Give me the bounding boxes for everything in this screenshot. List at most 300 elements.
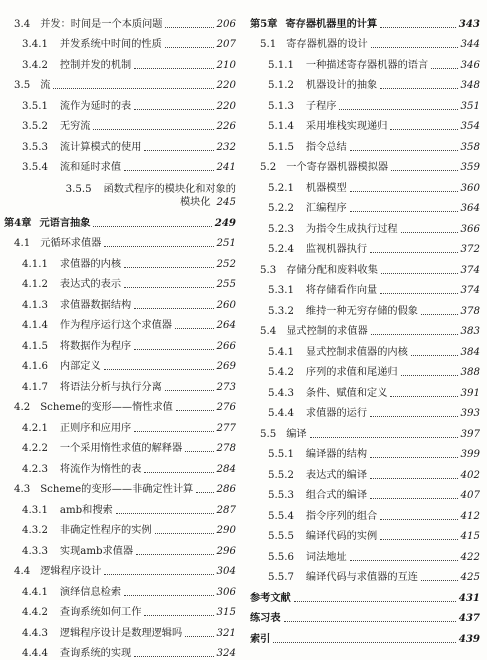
toc-entry-page: 269 xyxy=(217,360,236,373)
toc-right-column xyxy=(246,10,480,646)
toc-entry-page: 393 xyxy=(461,407,480,420)
toc-entry-title: 并发：时间是一个本质问题 xyxy=(40,18,162,31)
toc-entry[interactable] xyxy=(0,394,236,415)
toc-entry[interactable] xyxy=(246,359,480,380)
toc-entry-page: 397 xyxy=(461,428,480,441)
toc-entry[interactable] xyxy=(246,482,480,503)
toc-dot-leader xyxy=(196,491,213,493)
toc-entry[interactable] xyxy=(246,31,480,52)
toc-entry-page: 343 xyxy=(459,18,480,31)
toc-entry[interactable] xyxy=(246,605,480,626)
toc-entry-title: 流作为延时的表 xyxy=(60,100,131,113)
toc-entry[interactable] xyxy=(0,578,236,599)
toc-dot-leader xyxy=(273,641,455,643)
toc-dot-leader xyxy=(380,87,457,89)
toc-entry-title: 子程序 xyxy=(306,100,337,113)
toc-entry-title: 寄存器机器里的计算 xyxy=(285,18,377,31)
toc-dot-leader xyxy=(134,348,213,350)
toc-entry-number: 5.3.2 xyxy=(268,305,294,318)
toc-entry[interactable] xyxy=(0,558,236,579)
toc-entry-page: 304 xyxy=(217,565,236,578)
toc-dot-leader xyxy=(411,354,458,356)
toc-entry-number: 5.5.3 xyxy=(268,489,294,502)
toc-entry-title: 练习表 xyxy=(250,612,281,625)
toc-entry-number: 5.3.1 xyxy=(268,284,294,297)
toc-entry-title: 汇编程序 xyxy=(306,202,347,215)
toc-entry-number: 3.5.4 xyxy=(22,161,48,174)
toc-entry[interactable] xyxy=(0,312,236,333)
toc-entry-number: 5.1.4 xyxy=(268,120,294,133)
toc-entry-title: 并发系统中时间的性质 xyxy=(60,38,162,51)
toc-entry-number: 5.1 xyxy=(260,38,276,51)
toc-entry-title: 机器模型 xyxy=(306,182,347,195)
toc-dot-leader xyxy=(134,307,213,309)
toc-entry-page: 249 xyxy=(215,217,236,230)
toc-entry-number: 4.2.1 xyxy=(22,422,48,435)
toc-dot-leader xyxy=(176,409,214,411)
toc-left-column xyxy=(0,10,236,660)
toc-dot-leader xyxy=(165,46,214,48)
toc-dot-leader xyxy=(370,456,458,458)
toc-entry-title: 无穷流 xyxy=(60,120,91,133)
toc-entry-number: 4.2 xyxy=(14,401,30,414)
toc-dot-leader xyxy=(380,538,457,540)
toc-entry-number: 3.5 xyxy=(14,79,30,92)
toc-entry[interactable] xyxy=(0,619,236,640)
toc-entry-title: 函数式程序的模块化和对象的 xyxy=(104,183,236,196)
toc-entry-page: 378 xyxy=(461,305,480,318)
toc-dot-leader xyxy=(310,436,458,438)
toc-entry-title: 流 xyxy=(40,79,50,92)
toc-entry-page: 374 xyxy=(461,284,480,297)
toc-entry[interactable] xyxy=(0,373,236,394)
toc-entry-title: 逻辑程序设计 xyxy=(40,565,101,578)
toc-dot-leader xyxy=(350,559,458,561)
toc-entry[interactable] xyxy=(246,564,480,585)
toc-entry-title: 正则序和应用序 xyxy=(60,422,131,435)
toc-entry-page: 287 xyxy=(217,504,236,517)
toc-entry[interactable] xyxy=(0,10,236,31)
toc-entry[interactable] xyxy=(0,31,236,52)
toc-dot-leader xyxy=(134,108,213,110)
toc-entry-title: 索引 xyxy=(250,633,270,646)
toc-entry[interactable] xyxy=(246,543,480,564)
toc-dot-leader xyxy=(124,266,214,268)
toc-entry-title: 逻辑程序设计是数理逻辑吗 xyxy=(60,627,182,640)
toc-entry-page: 210 xyxy=(217,59,236,72)
toc-entry-number: 5.2 xyxy=(260,161,276,174)
toc-entry-title: 条件、赋值和定义 xyxy=(306,387,388,400)
toc-entry-number: 4.2.3 xyxy=(22,463,48,476)
toc-dot-leader xyxy=(350,149,458,151)
toc-entry[interactable] xyxy=(0,72,236,93)
toc-entry[interactable] xyxy=(0,92,236,113)
toc-entry-page: 366 xyxy=(461,223,480,236)
toc-dot-leader xyxy=(134,67,213,69)
toc-entry[interactable] xyxy=(0,476,236,497)
toc-entry-number: 3.5.3 xyxy=(22,141,48,154)
toc-entry[interactable] xyxy=(246,174,480,195)
toc-entry[interactable] xyxy=(0,51,236,72)
toc-entry[interactable] xyxy=(0,250,236,271)
toc-dot-leader xyxy=(350,210,458,212)
toc-entry-page: 422 xyxy=(461,551,480,564)
toc-dot-leader xyxy=(104,368,214,370)
toc-entry-number: 5.1.2 xyxy=(268,79,294,92)
toc-entry[interactable] xyxy=(246,584,480,605)
toc-entry-title: 一个采用惰性求值的解释器 xyxy=(60,442,182,455)
toc-entry-number: 第5章 xyxy=(250,18,277,31)
toc-entry-number: 4.1 xyxy=(14,237,30,250)
toc-dot-leader xyxy=(93,128,213,130)
toc-dot-leader xyxy=(165,26,213,28)
toc-entry-number: 4.3.1 xyxy=(22,504,48,517)
toc-dot-leader xyxy=(371,333,458,335)
toc-entry[interactable] xyxy=(0,455,236,476)
toc-entry[interactable] xyxy=(246,318,480,339)
toc-entry-title: 寄存器机器的设计 xyxy=(286,38,368,51)
toc-entry-page: 206 xyxy=(217,18,236,31)
toc-entry-number: 5.4 xyxy=(260,325,276,338)
toc-entry-title: 控制并发的机制 xyxy=(60,59,131,72)
toc-entry-number: 5.5.6 xyxy=(268,551,294,564)
toc-entry-number: 5.5.2 xyxy=(268,469,294,482)
toc-entry-number: 4.2.2 xyxy=(22,442,48,455)
toc-entry-page: 324 xyxy=(217,647,236,660)
toc-entry-number: 4.3.3 xyxy=(22,545,48,558)
toc-entry-title: Scheme的变形——非确定性计算 xyxy=(40,483,193,496)
toc-dot-leader xyxy=(136,553,213,555)
toc-entry[interactable] xyxy=(0,291,236,312)
toc-entry-title: 为指令生成执行过程 xyxy=(306,223,398,236)
toc-dot-leader xyxy=(380,518,457,520)
toc-entry-page: 383 xyxy=(461,325,480,338)
toc-entry-number: 4.1.5 xyxy=(22,340,48,353)
toc-entry-title: 求值器的运行 xyxy=(306,407,367,420)
toc-entry[interactable] xyxy=(0,154,236,175)
toc-entry-number: 4.4.4 xyxy=(22,647,48,660)
toc-entry-number: 5.1.5 xyxy=(268,141,294,154)
toc-dot-leader xyxy=(391,169,457,171)
toc-entry-number: 5.4.2 xyxy=(268,366,294,379)
toc-entry[interactable] xyxy=(246,92,480,113)
toc-entry-title: 显式控制求值器的内核 xyxy=(306,346,408,359)
toc-dot-leader xyxy=(144,149,213,151)
toc-entry-title: 将存储看作向量 xyxy=(306,284,377,297)
toc-entry-title: 流和延时求值 xyxy=(60,161,121,174)
toc-entry-page: 439 xyxy=(459,633,480,646)
toc-entry-title: 组合式的编译 xyxy=(306,489,367,502)
toc-entry-number: 5.1.3 xyxy=(268,100,294,113)
toc-entry[interactable] xyxy=(0,113,236,134)
toc-dot-leader xyxy=(104,573,213,575)
toc-entry-page: 431 xyxy=(459,592,480,605)
toc-dot-leader xyxy=(370,497,458,499)
toc-entry-page: 354 xyxy=(461,120,480,133)
toc-entry[interactable] xyxy=(0,230,236,251)
toc-entry-title: 编译代码的实例 xyxy=(306,530,377,543)
toc-entry-page: 306 xyxy=(217,586,236,599)
toc-entry-title: 元循环求值器 xyxy=(40,237,101,250)
toc-entry-title: 求值器的内核 xyxy=(60,258,121,271)
toc-entry[interactable] xyxy=(246,195,480,216)
toc-entry-number: 4.4.3 xyxy=(22,627,48,640)
toc-dot-leader xyxy=(350,190,458,192)
toc-entry-page: 358 xyxy=(461,141,480,154)
toc-entry-page: 364 xyxy=(461,202,480,215)
toc-entry[interactable] xyxy=(246,441,480,462)
toc-entry-page: 255 xyxy=(217,278,236,291)
toc-entry[interactable] xyxy=(246,236,480,257)
toc-entry[interactable] xyxy=(0,640,236,660)
toc-dot-leader xyxy=(370,415,458,417)
toc-dot-leader xyxy=(155,532,214,534)
toc-entry[interactable] xyxy=(0,496,236,517)
toc-dot-leader xyxy=(175,327,214,329)
toc-entry-page: 351 xyxy=(461,100,480,113)
toc-entry[interactable] xyxy=(246,154,480,175)
toc-entry[interactable] xyxy=(0,174,236,209)
toc-dot-leader xyxy=(124,286,214,288)
toc-entry-number: 5.2.1 xyxy=(268,182,294,195)
toc-entry[interactable] xyxy=(0,209,236,230)
toc-entry[interactable] xyxy=(246,10,480,31)
toc-entry-page: 273 xyxy=(217,381,236,394)
toc-entry-page: 315 xyxy=(217,606,236,619)
toc-entry-number: 5.5.7 xyxy=(268,571,294,584)
toc-entry-page: 412 xyxy=(461,510,480,523)
toc-entry-title: 参考文献 xyxy=(250,592,291,605)
toc-entry-number: 5.5.1 xyxy=(268,448,294,461)
toc-entry-number: 5.5.5 xyxy=(268,530,294,543)
toc-entry-page: 251 xyxy=(217,237,236,250)
toc-dot-leader xyxy=(294,600,456,602)
toc-entry[interactable] xyxy=(0,332,236,353)
toc-entry-title: 非确定性程序的实例 xyxy=(60,524,152,537)
toc-entry-page: 348 xyxy=(461,79,480,92)
toc-dot-leader xyxy=(370,477,458,479)
toc-entry-number: 4.4.2 xyxy=(22,606,48,619)
toc-entry[interactable] xyxy=(0,271,236,292)
toc-dot-leader xyxy=(401,374,458,376)
toc-entry[interactable] xyxy=(0,435,236,456)
toc-entry-page: 388 xyxy=(461,366,480,379)
toc-entry-title: 查询系统的实现 xyxy=(60,647,131,660)
toc-entry-page: 344 xyxy=(461,38,480,51)
toc-entry[interactable] xyxy=(0,537,236,558)
toc-entry-number: 4.1.4 xyxy=(22,319,48,332)
toc-entry-page: 226 xyxy=(217,120,236,133)
toc-entry-page: 399 xyxy=(461,448,480,461)
toc-entry-number: 5.1.1 xyxy=(268,59,294,72)
toc-entry[interactable] xyxy=(246,625,480,646)
toc-entry-title: Scheme的变形——惰性求值 xyxy=(40,401,173,414)
toc-entry-title: 指令总结 xyxy=(306,141,347,154)
toc-entry-title: amb和搜索 xyxy=(60,504,113,517)
toc-dot-leader xyxy=(134,430,213,432)
toc-entry-number: 3.4.2 xyxy=(22,59,48,72)
toc-entry-number: 5.4.1 xyxy=(268,346,294,359)
toc-entry-title: 查询系统如何工作 xyxy=(60,606,142,619)
toc-dot-leader xyxy=(390,128,457,130)
toc-entry-title-continued: 模块化 xyxy=(180,196,211,209)
toc-entry-number: 5.4.3 xyxy=(268,387,294,400)
toc-entry-number: 5.5.4 xyxy=(268,510,294,523)
toc-entry-page: 359 xyxy=(461,161,480,174)
toc-entry-page: 220 xyxy=(217,79,236,92)
toc-entry-page: 391 xyxy=(461,387,480,400)
toc-entry[interactable] xyxy=(246,113,480,134)
toc-entry-number: 5.4.4 xyxy=(268,407,294,420)
toc-dot-leader xyxy=(421,579,458,581)
toc-entry-number: 3.5.5 xyxy=(66,183,92,196)
toc-entry-title: 表达式的编译 xyxy=(306,469,367,482)
toc-entry[interactable] xyxy=(246,461,480,482)
toc-entry-page: 276 xyxy=(217,401,236,414)
toc-entry-page: 252 xyxy=(217,258,236,271)
toc-entry[interactable] xyxy=(246,523,480,544)
toc-entry-number: 4.1.6 xyxy=(22,360,48,373)
toc-dot-leader xyxy=(401,231,458,233)
toc-entry-page: 284 xyxy=(217,463,236,476)
toc-entry-number: 3.4 xyxy=(14,18,30,31)
toc-entry[interactable] xyxy=(246,379,480,400)
toc-entry[interactable] xyxy=(246,256,480,277)
toc-entry-title: 将语法分析与执行分离 xyxy=(60,381,162,394)
toc-entry-title: 演绎信息检索 xyxy=(60,586,121,599)
toc-entry-title: 作为程序运行这个求值器 xyxy=(60,319,172,332)
toc-entry-title: 一个寄存器机器模拟器 xyxy=(286,161,388,174)
toc-dot-leader xyxy=(370,251,458,253)
toc-entry-page: 207 xyxy=(217,38,236,51)
toc-entry-title: 维持一种无穷存储的假象 xyxy=(306,305,418,318)
toc-entry-number: 5.2.4 xyxy=(268,243,294,256)
toc-entry-page: 346 xyxy=(461,59,480,72)
toc-entry[interactable] xyxy=(246,297,480,318)
toc-entry[interactable] xyxy=(0,133,236,154)
toc-entry-page: 220 xyxy=(217,100,236,113)
toc-dot-leader xyxy=(134,655,213,657)
toc-entry[interactable] xyxy=(0,414,236,435)
toc-entry-page: 360 xyxy=(461,182,480,195)
toc-dot-leader xyxy=(380,26,456,28)
toc-entry-page: 384 xyxy=(461,346,480,359)
toc-entry[interactable] xyxy=(246,338,480,359)
toc-entry-title: 监视机器执行 xyxy=(306,243,367,256)
toc-dot-leader xyxy=(185,635,213,637)
toc-entry-number: 4.3.2 xyxy=(22,524,48,537)
toc-entry-title: 编译代码与求值器的互连 xyxy=(306,571,418,584)
toc-entry-title: 机器设计的抽象 xyxy=(306,79,377,92)
toc-entry-page: 245 xyxy=(217,196,236,209)
toc-dot-leader xyxy=(421,313,458,315)
toc-entry-page: 260 xyxy=(217,299,236,312)
toc-dot-leader xyxy=(116,512,214,514)
toc-entry-title: 流计算模式的使用 xyxy=(60,141,142,154)
toc-entry-title: 显式控制的求值器 xyxy=(286,325,368,338)
toc-entry-page: 278 xyxy=(217,442,236,455)
toc-entry-page: 241 xyxy=(217,161,236,174)
toc-entry-title: 求值器数据结构 xyxy=(60,299,131,312)
toc-dot-leader xyxy=(165,389,214,391)
toc-entry-page: 415 xyxy=(461,530,480,543)
toc-entry-number: 4.4 xyxy=(14,565,30,578)
toc-dot-leader xyxy=(104,245,213,247)
toc-entry-title: 元语言抽象 xyxy=(39,217,90,230)
toc-entry-title: 词法地址 xyxy=(306,551,347,564)
toc-entry-number: 3.5.1 xyxy=(22,100,48,113)
toc-entry-title: 内部定义 xyxy=(60,360,101,373)
toc-entry-page: 264 xyxy=(217,319,236,332)
toc-entry-title: 一种描述寄存器机器的语言 xyxy=(306,59,428,72)
toc-entry-page: 372 xyxy=(461,243,480,256)
toc-dot-leader xyxy=(53,87,213,89)
toc-dot-leader xyxy=(284,620,456,622)
toc-entry-number: 3.5.2 xyxy=(22,120,48,133)
toc-dot-leader xyxy=(371,46,458,48)
toc-dot-leader xyxy=(431,67,457,69)
toc-entry-title: 表达式的表示 xyxy=(60,278,121,291)
toc-entry-number: 4.4.1 xyxy=(22,586,48,599)
toc-entry-title: 编译 xyxy=(286,428,306,441)
toc-entry[interactable] xyxy=(246,51,480,72)
toc-dot-leader xyxy=(185,450,213,452)
toc-entry-page: 286 xyxy=(217,483,236,496)
toc-dot-leader xyxy=(381,272,458,274)
toc-entry-page: 296 xyxy=(217,545,236,558)
toc-entry[interactable] xyxy=(246,420,480,441)
toc-entry[interactable] xyxy=(0,353,236,374)
toc-entry-title: 存储分配和废料收集 xyxy=(286,264,378,277)
toc-entry-title: 序列的求值和尾递归 xyxy=(306,366,398,379)
toc-entry-page: 232 xyxy=(217,141,236,154)
toc-dot-leader xyxy=(144,471,213,473)
toc-dot-leader xyxy=(380,292,457,294)
toc-entry-title: 将流作为惰性的表 xyxy=(60,463,142,476)
toc-entry-number: 4.1.1 xyxy=(22,258,48,271)
toc-entry-number: 4.1.3 xyxy=(22,299,48,312)
toc-entry-number: 5.2.2 xyxy=(268,202,294,215)
toc-entry-number: 4.1.7 xyxy=(22,381,48,394)
toc-entry[interactable] xyxy=(0,517,236,538)
toc-dot-leader xyxy=(124,169,214,171)
toc-entry-number: 5.5 xyxy=(260,428,276,441)
toc-entry-title: 指令序列的组合 xyxy=(306,510,377,523)
toc-entry-page: 290 xyxy=(217,524,236,537)
toc-entry-number: 4.1.2 xyxy=(22,278,48,291)
toc-entry-number: 5.3 xyxy=(260,264,276,277)
toc-entry-number: 5.2.3 xyxy=(268,223,294,236)
toc-entry[interactable] xyxy=(246,72,480,93)
toc-dot-leader xyxy=(339,108,457,110)
toc-entry[interactable] xyxy=(246,133,480,154)
toc-entry-page: 266 xyxy=(217,340,236,353)
toc-entry-page: 425 xyxy=(461,571,480,584)
toc-entry-title: 编译器的结构 xyxy=(306,448,367,461)
toc-entry-number: 4.3 xyxy=(14,483,30,496)
toc-entry[interactable] xyxy=(246,277,480,298)
toc-entry-title: 采用堆栈实现递归 xyxy=(306,120,388,133)
toc-entry-page: 277 xyxy=(217,422,236,435)
toc-entry[interactable] xyxy=(0,599,236,620)
toc-entry[interactable] xyxy=(246,215,480,236)
toc-dot-leader xyxy=(144,614,213,616)
toc-entry[interactable] xyxy=(246,400,480,421)
toc-entry-title: 将数据作为程序 xyxy=(60,340,131,353)
toc-entry-page: 374 xyxy=(461,264,480,277)
toc-entry-page: 407 xyxy=(461,489,480,502)
toc-entry[interactable] xyxy=(246,502,480,523)
